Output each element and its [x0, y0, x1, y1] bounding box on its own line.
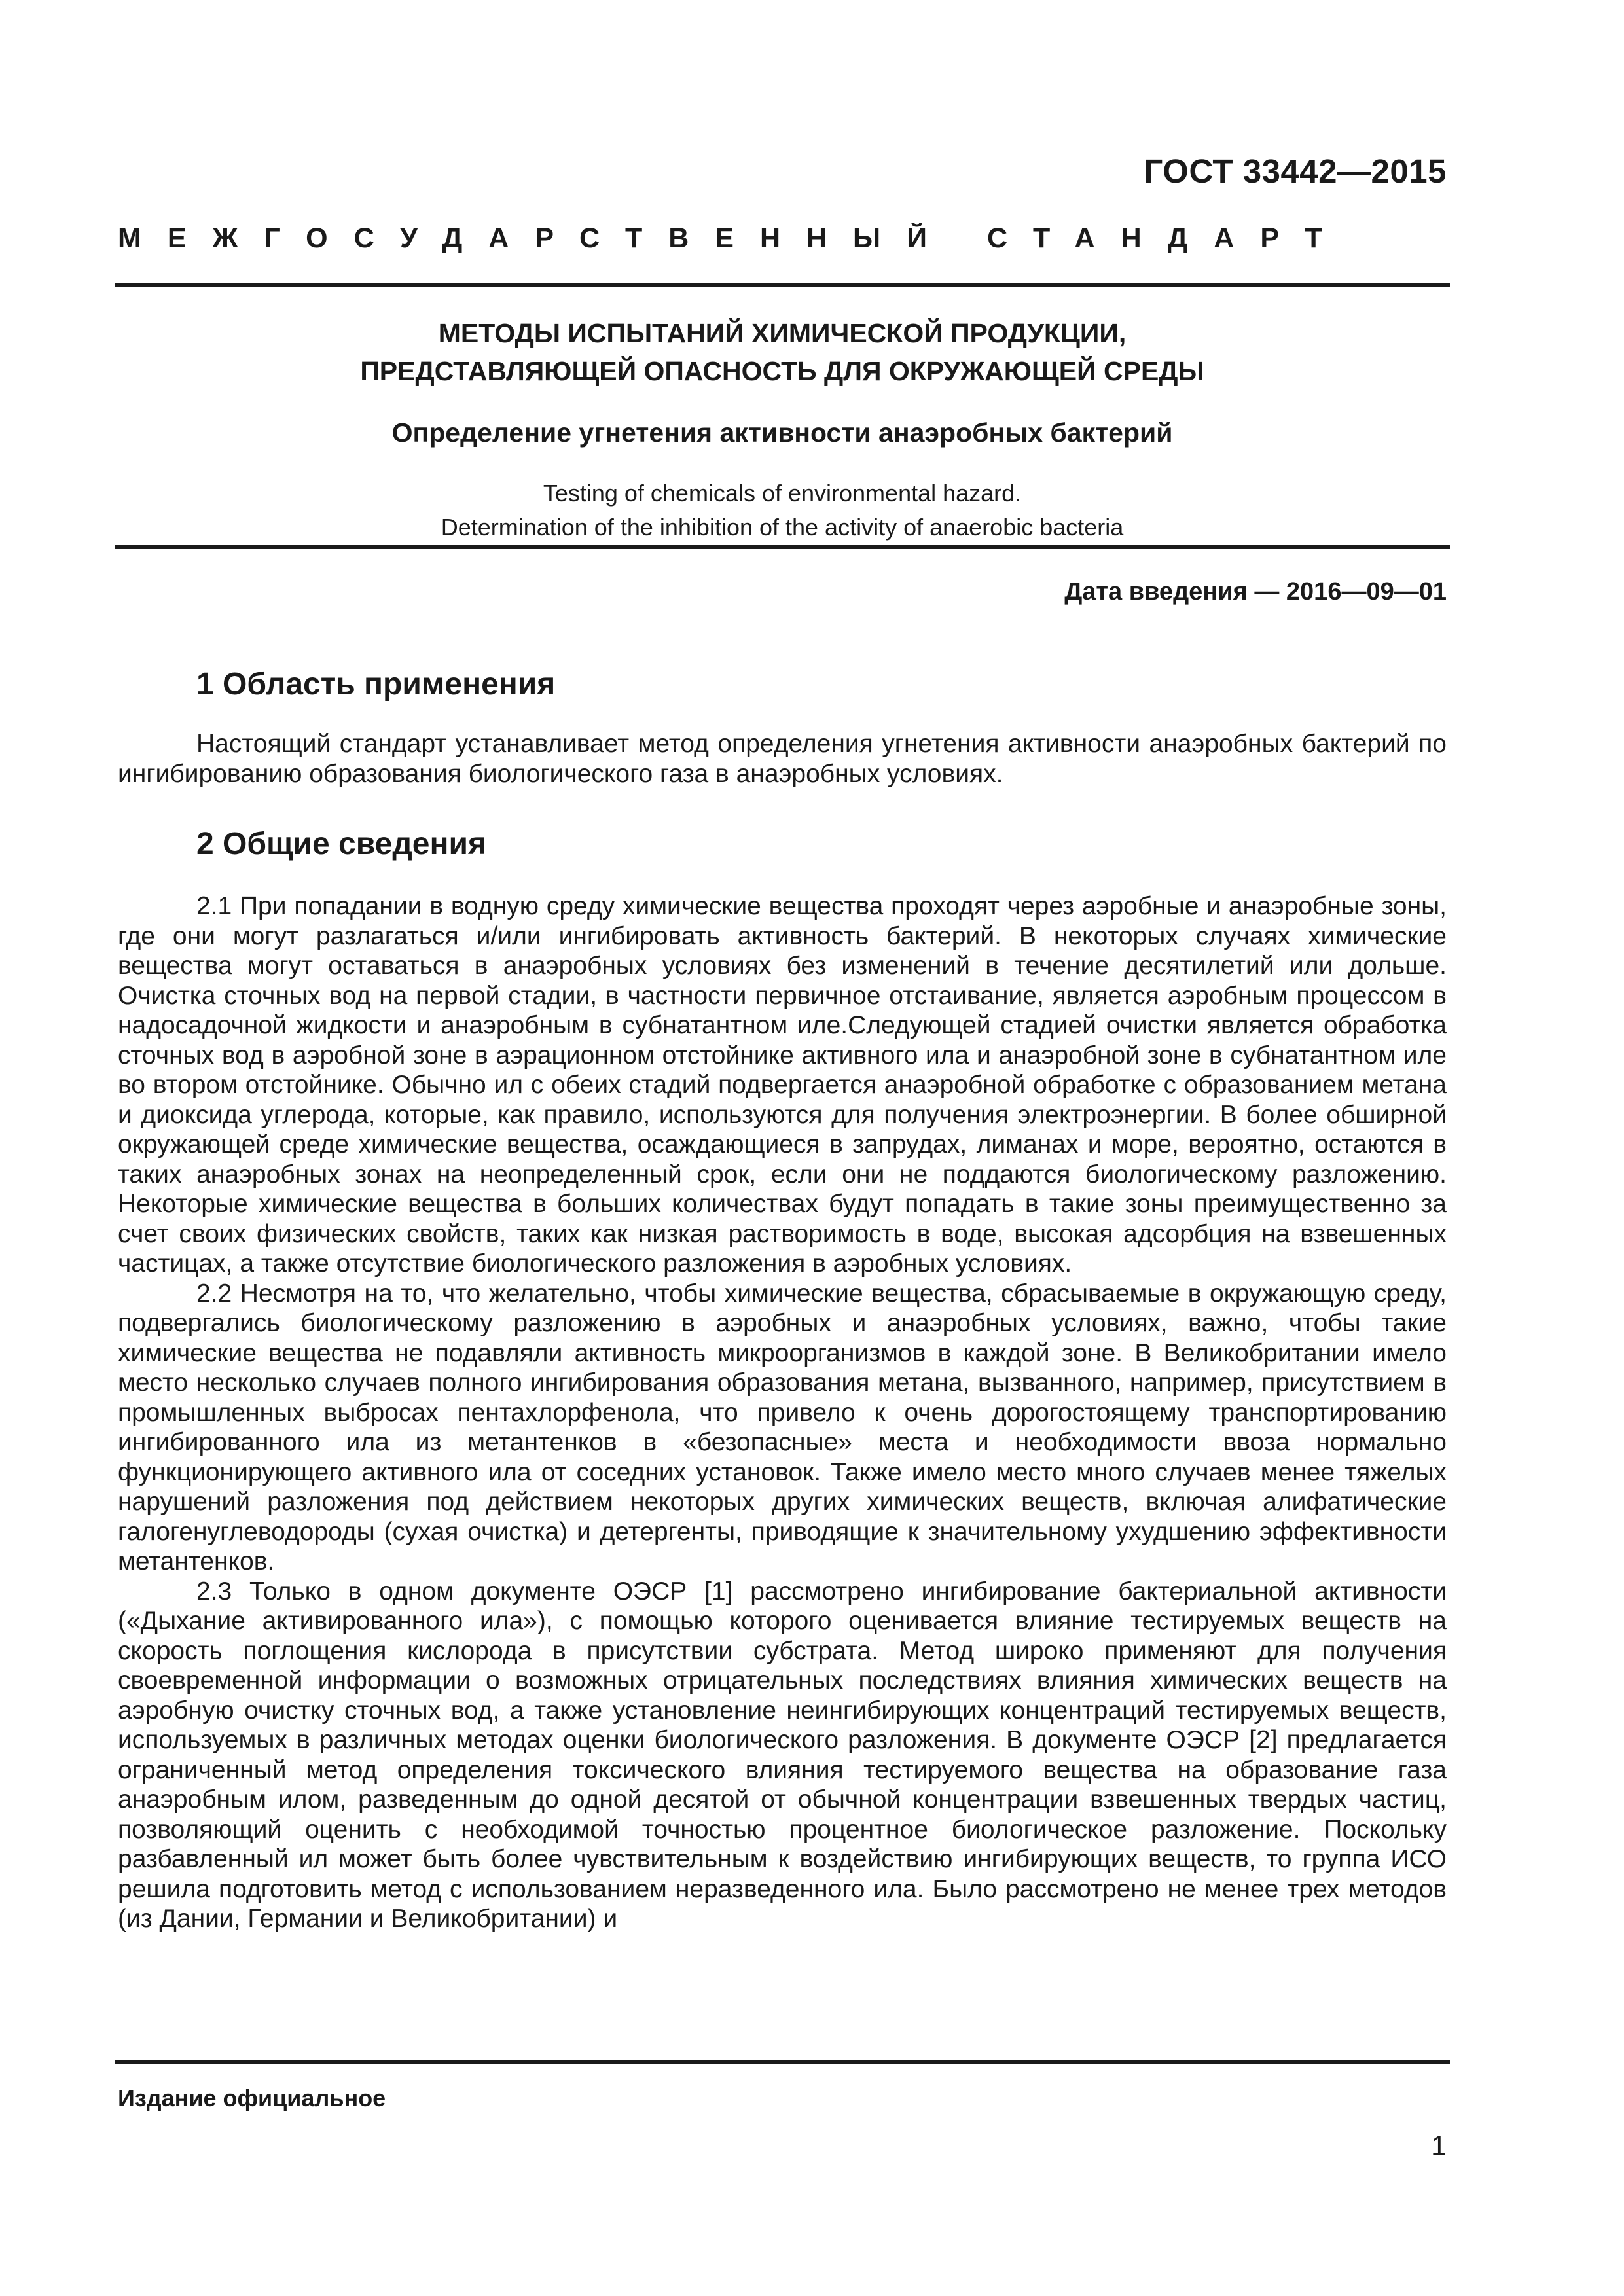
paragraph-2-3: 2.3 Только в одном документе ОЭСР [1] рассмотрено ингибирование бактериальной активности («Дыхание активированного ила»), с помощью которого оценивается влияние тестируемых веществ на скорость поглощения кислорода в присутствии субстрата. Метод широко применяют для получения своевременной информации о возможных отрицательных последствиях влияния химических веществ на аэробную очистку сточных вод, а также установление неингибирующих концентраций тестируемых веществ, используемых в различных методах оценки биологического разложения. В документе ОЭСР [2] предлагается ограниченный метод определения токсического влияния тестируемого вещества на образование газа анаэробным илом, разведенным до одной десятой от обычной концентрации взвешенных твердых частиц, позволяющий оценить с необходимой точностью процентное биологическое разложение. Поскольку разбавленный ил может быть более чувствительным к воздействию ингибирующих веществ, то группа ИСО решила подготовить метод с использованием неразведенного ила. Было рассмотрено не менее трех методов (из Дании, Германии и Великобритании) и	[118, 1577, 1447, 1933]
title-divider	[115, 545, 1450, 549]
english-title-line-1: Testing of chemicals of environmental hazard.	[543, 480, 1022, 507]
section-2-body	[118, 891, 1447, 1934]
paragraph-2-2: 2.2 Несмотря на то, что желательно, чтобы химические вещества, сбрасываемые в окружающую среду, подвергались биологическому разложению в аэробных и анаэробных условиях, важно, чтобы такие химические вещества не подавляли активность микроорганизмов в каждой зоне. В Великобритании имело место несколько случаев полного ингибирования образования метана, вызванного, например, присутствием в промышленных выбросах пентахлорфенола, что привело к очень дорогостоящему транспортированию ингибированного ила из метантенков в «безопасные» места и необходимости ввоза нормально функционирующего активного ила от соседних установок. Также имело место много случаев менее тяжелых нарушений разложения под действием некоторых других химических веществ, включая алифатические галогенуглеводороды (сухая очистка) и детергенты, приводящие к значительному ухудшению эффективности метантенков.	[118, 1279, 1447, 1575]
paragraph-2-1: 2.1 При попадании в водную среду химические вещества проходят через аэробные и анаэробные зоны, где они могут разлагаться и/или ингибировать активность бактерий. В некоторых случаях химические вещества могут оставаться в анаэробных условиях без изменений в течение десятилетий или дольше. Очистка сточных вод на первой стадии, в частности первичное отстаивание, является аэробным процессом в надосадочной жидкости и анаэробным в субнатантном иле.Следующей стадией очистки является обработка сточных вод в аэробной зоне в аэрационном отстойнике активного ила и анаэробной зоне в субнатантном иле во втором отстойнике. Обычно ил с обеих стадий подвергается анаэробной обработке с образованием метана и диоксида углерода, которые, как правило, используются для получения электроэнергии. В более обширной окружающей среде химические вещества, осаждающиеся в запрудах, лиманах и море, вероятно, остаются в таких анаэробных зонах на неопределенный срок, если они не поддаются биологическому разложению. Некоторые химические вещества в больших количествах будут попадать в такие зоны преимущественно за счет своих физических свойств, таких как низкая растворимость в воде, высокая адсорбция на взвешенных частицах, а также отсутствие биологического разложения в аэробных условиях.	[118, 892, 1447, 1278]
subtitle: Определение угнетения активности анаэробных бактерий	[391, 418, 1173, 448]
footer-divider	[115, 2060, 1450, 2064]
english-title	[118, 476, 1447, 545]
section-1-body	[118, 729, 1447, 789]
introduction-date: Дата введения — 2016—09—01	[1064, 578, 1447, 605]
section-1-paragraph-1: Настоящий стандарт устанавливает метод определения угнетения активности анаэробных бактерий по ингибированию образования биологического газа в анаэробных условиях.	[118, 730, 1447, 788]
standard-type-banner: МЕЖГОСУДАРСТВЕННЫЙ СТАНДАРТ	[118, 223, 1348, 254]
title-line-2: ПРЕДСТАВЛЯЮЩЕЙ ОПАСНОСТЬ ДЛЯ ОКРУЖАЮЩЕЙ СРЕДЫ	[360, 356, 1204, 386]
header-divider	[115, 283, 1450, 287]
section-2-heading: 2 Общие сведения	[196, 827, 486, 861]
document-code: ГОСТ 33442—2015	[1144, 152, 1447, 190]
title-block	[118, 314, 1447, 545]
english-title-line-2: Determination of the inhibition of the activity of anaerobic bacteria	[441, 514, 1124, 541]
section-1-heading: 1 Область применения	[196, 667, 556, 702]
page-number: 1	[1431, 2130, 1447, 2162]
official-edition-label: Издание официальное	[118, 2085, 386, 2111]
title-line-1: МЕТОДЫ ИСПЫТАНИЙ ХИМИЧЕСКОЙ ПРОДУКЦИИ,	[438, 318, 1127, 348]
